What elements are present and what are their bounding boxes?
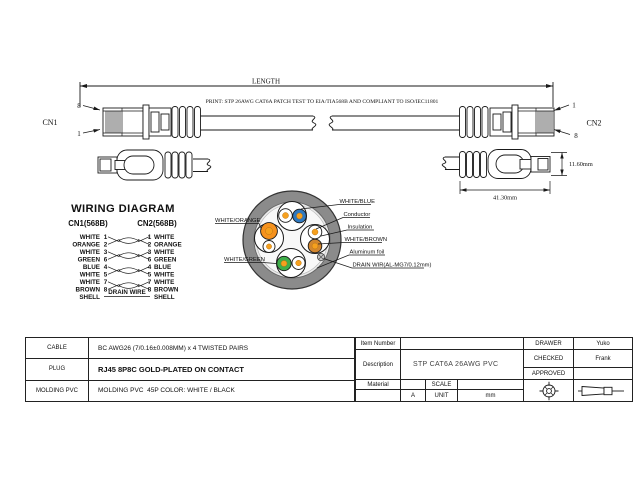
boot-length-value: 41.30mm [493,194,517,202]
cn1-wire-color: BROWN [75,286,100,294]
cn1-latch [124,156,154,174]
cable-print-text: PRINT: STP 26AWG CAT6A PATCH TEST TO EIA/TIA568B AND COMPLIANT TO ISO/IEC11801 [205,99,439,105]
white-blue-label: WHITE/BLUE [339,199,375,205]
cn1-connector-top-view [103,105,201,139]
white-orange-label: WHITE/ORANGE [215,218,261,224]
cn2-strain-relief-rib [482,107,488,138]
cn1-pin: 6 [103,256,108,264]
cn1-plug-head [103,108,143,136]
cn1-wire-color: BLUE [82,264,100,271]
cn2-pin: 5 [147,271,152,279]
cn1-pin1-label: 1 [77,130,81,138]
drain-wire-spec-label: DRAIN WIR(AL-MG7/0.12mm) [352,262,432,269]
cn1-pin: 2 [103,241,108,249]
plug-height-value: 11.60mm [569,161,593,168]
cn1-pin: 4 [103,264,108,271]
cn1-pin: 3 [103,249,108,256]
plug-value: RJ45 8P8C GOLD-PLATED ON CONTACT [98,364,244,374]
unit-value: mm [458,390,524,401]
cn1-strain-relief-rib [172,107,178,138]
wiring-diagram [68,203,181,301]
cn2-wire-color: BROWN [154,286,179,294]
cable-assembly-icon [576,382,630,400]
unit-label: UNIT [426,390,458,401]
material-value [401,380,426,390]
twisted-pair-symbols [108,237,149,289]
white-green-label: WHITE/GREEN [224,257,265,263]
insulation-label: Insulation [347,224,373,231]
empty-cell [356,390,401,401]
cable-break-right [329,116,333,130]
cn1-wire-color: WHITE [79,279,100,286]
cn2-shell-label: SHELL [154,294,175,301]
molding-value: MOLDING PVC 45P COLOR: WHITE / BLACK [98,387,235,395]
cn2-pin: 3 [147,249,152,256]
cn1-wire-color: ORANGE [72,241,100,249]
cn1-connector-side-view [98,150,211,180]
third-angle-projection-icon [535,381,563,401]
wiring-rows [72,234,181,294]
spec-table [25,337,355,402]
scale-label: SCALE [426,380,458,390]
wiring-title: WIRING DIAGRAM [71,203,175,215]
cn1-wire-color: WHITE [79,249,100,256]
cn2-pin: 8 [147,286,152,294]
drawer-label: DRAWER [524,338,574,350]
projection-symbol-cell [524,380,574,401]
molding-label: MOLDING PVC [26,381,89,401]
item-number-label: Item Number [356,338,401,350]
spec-row-molding [26,381,354,401]
cn2-wire-color: ORANGE [154,241,182,249]
cn1-wire-color: WHITE [79,271,100,279]
drain-wire-label: DRAIN WIRE [108,289,146,296]
boot-length-dimension [460,181,550,202]
cn2-connector-top-view [460,105,555,139]
description-label: Description [356,350,401,380]
cn2-wire-color: WHITE [154,249,175,256]
conductor-label: Conductor [343,212,371,218]
cn1-shell-label: SHELL [79,294,100,301]
title-block [355,337,633,402]
cable-cross-section [215,191,431,289]
approved-value [574,368,632,380]
cable-top-view [201,116,460,130]
white-brown-label: WHITE/BROWN [344,237,388,243]
cn2-wire-color: WHITE [154,234,175,241]
item-number-value [401,338,524,350]
cn2-pin: 6 [147,256,152,264]
cn2-pin1-label: 1 [572,101,576,110]
drawer-value: Yuko [574,338,632,350]
cn2-wire-color: GREEN [154,256,177,264]
cable-value: BC AWG26 (7/0.16±0.008MM) x 4 TWISTED PAIRS [98,344,249,352]
spec-row-plug [26,359,354,380]
plug-label: PLUG [26,359,89,379]
cn1-label: CN1 [42,118,58,127]
cable-break-left [312,116,316,130]
cn1-wire-color: GREEN [77,256,100,264]
spec-row-cable [26,338,354,359]
aluminum-foil-label: Aluminum foil [349,249,385,256]
material-label: Material [356,380,401,390]
cn1-header: CN1(568B) [68,219,108,228]
cn2-connector-side-view [442,150,593,202]
cn1-pin: 8 [103,286,108,294]
plug-height-dimension [551,153,593,176]
cn2-pin8-label: 8 [574,132,578,140]
cn2-wire-color: WHITE [154,279,175,286]
cn1-pin8-label: 8 [77,102,81,110]
checked-label: CHECKED [524,350,574,368]
cn2-pin: 2 [147,241,152,249]
cn2-header: CN2(568B) [137,219,177,228]
cable-assembly-cell [574,380,632,401]
description-value: STP CAT6A 26AWG PVC [401,350,524,380]
scale-value [458,380,524,390]
cn1-pin: 7 [103,279,108,286]
cn2-pin: 4 [147,264,152,271]
cn1-pin: 5 [103,271,108,279]
cn1-wire-color: WHITE [79,234,100,241]
rev-value: A [401,390,426,401]
approved-label: APPROVED [524,368,574,380]
cn2-wire-color: WHITE [154,271,175,279]
length-label: LENGTH [252,77,280,86]
cn2-wire-color: BLUE [154,264,172,271]
cn2-pin: 7 [147,279,152,286]
checked-value: Frank [574,350,632,368]
cn1-pin: 1 [103,234,108,241]
cable-label: CABLE [26,338,89,358]
cn2-pin: 1 [147,234,152,241]
cn2-label: CN2 [586,118,602,128]
